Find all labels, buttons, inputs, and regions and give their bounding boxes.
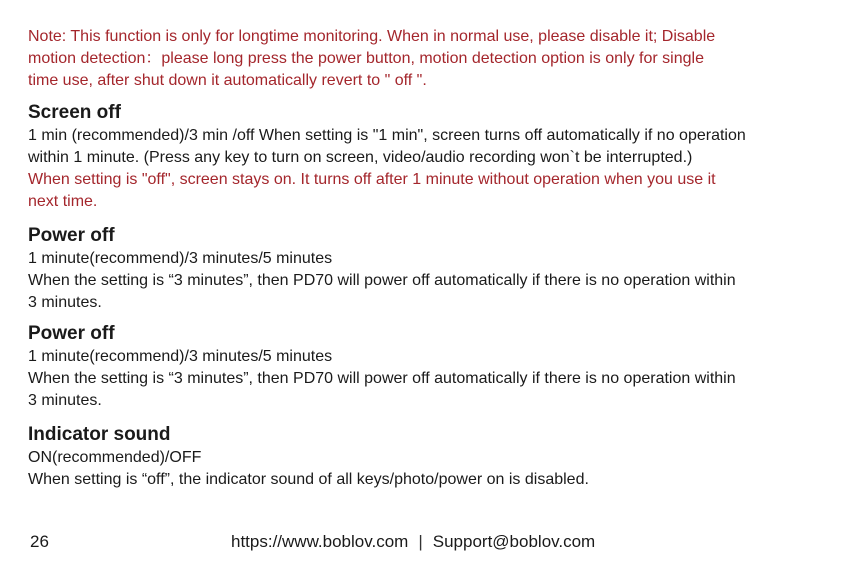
section-text: 1 min (recommended)/3 min /off When setting is "1 min", screen turns off automatically if no operation (28, 127, 746, 144)
note-block (28, 26, 832, 92)
section-text: ON(recommended)/OFF (28, 449, 202, 466)
section-warning-text: next time. (28, 193, 98, 210)
manual-page (28, 26, 832, 491)
section-text: When the setting is “3 minutes”, then PD70 will power off automatically if there is no operation within (28, 370, 736, 387)
footer-separator: | (418, 532, 423, 551)
website-link[interactable]: https://www.boblov.com (231, 532, 409, 551)
page-number: 26 (30, 532, 49, 551)
note-line: motion detection：please long press the power button, motion detection option is only for single (28, 50, 704, 67)
support-email-link[interactable]: Support@boblov.com (432, 532, 596, 551)
note-line: time use, after shut down it automatically revert to " off ". (28, 72, 427, 89)
section-text: 3 minutes. (28, 294, 102, 311)
section-text: 3 minutes. (28, 392, 102, 409)
section-power-off-1 (28, 224, 832, 314)
section-text: 1 minute(recommend)/3 minutes/5 minutes (28, 250, 333, 267)
section-warning-text: When setting is "off", screen stays on. It turns off after 1 minute without operation when you use it (28, 171, 716, 188)
section-title: Power off (28, 225, 115, 246)
section-indicator-sound (28, 423, 832, 491)
section-screen-off (28, 101, 832, 213)
section-text: When the setting is “3 minutes”, then PD70 will power off automatically if there is no operation within (28, 272, 736, 289)
section-title: Power off (28, 323, 115, 344)
section-text: When setting is “off”, the indicator sound of all keys/photo/power on is disabled. (28, 471, 589, 488)
section-title: Indicator sound (28, 424, 171, 445)
section-text: 1 minute(recommend)/3 minutes/5 minutes (28, 348, 333, 365)
section-power-off-2 (28, 322, 832, 412)
section-text: within 1 minute. (Press any key to turn on screen, video/audio recording won`t be interrupted.) (28, 149, 693, 166)
note-line: Note: This function is only for longtime monitoring. When in normal use, please disable it; Disable (28, 28, 716, 45)
page-footer (0, 532, 850, 556)
footer-links (231, 532, 595, 552)
section-title: Screen off (28, 102, 121, 123)
